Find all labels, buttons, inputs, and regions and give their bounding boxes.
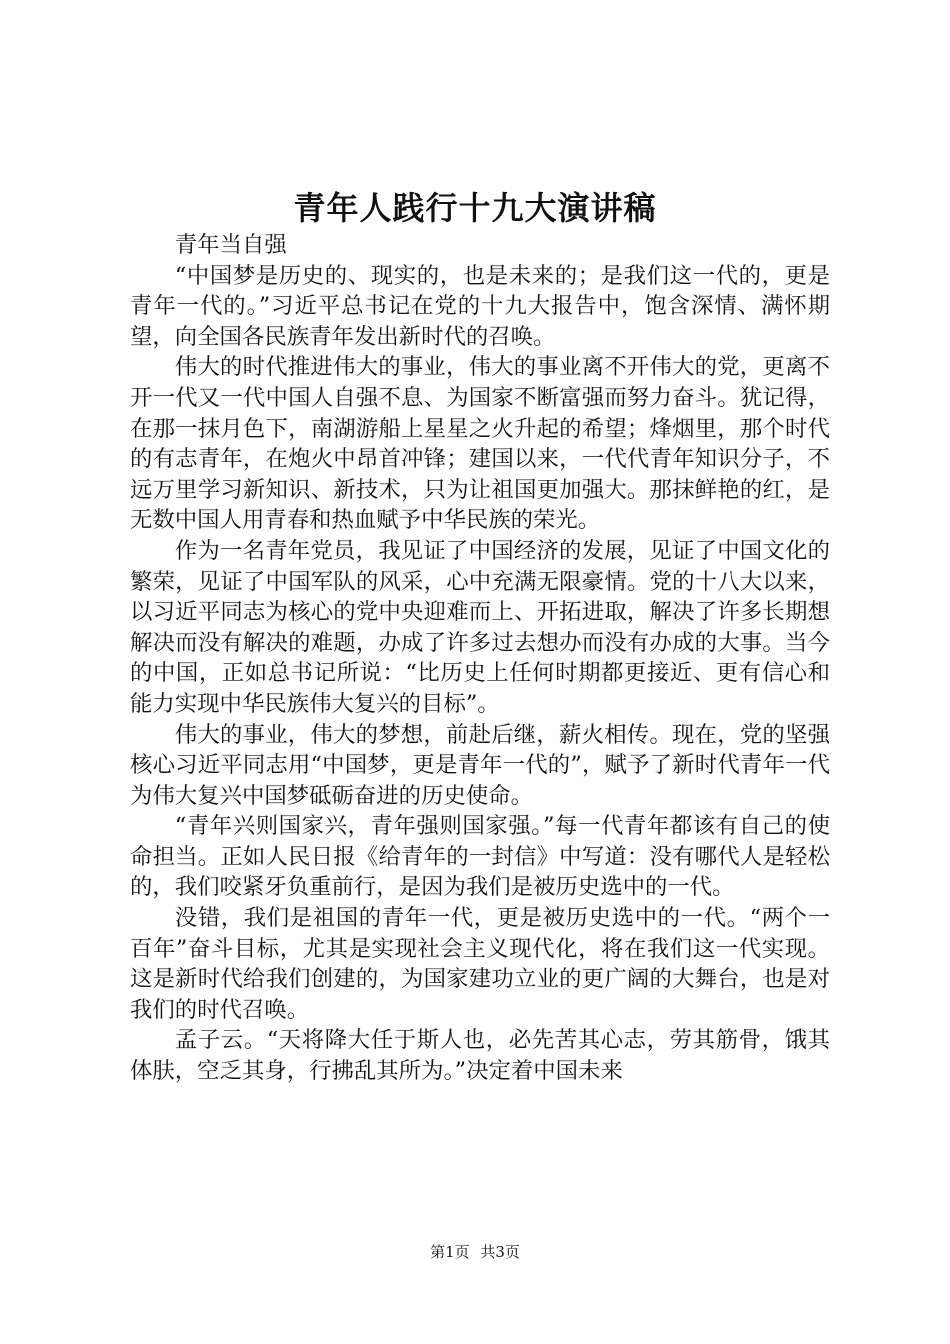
page-number: 第1页 bbox=[430, 1243, 470, 1261]
paragraph-subtitle: 青年当自强 bbox=[174, 232, 287, 258]
paragraph: 孟子云。“天将降大任于斯人也，必先苦其心志，劳其筋骨，饿其体肤，空乏其身，行拂乱其所为。”决定着中国未来 bbox=[130, 1027, 830, 1085]
paragraph: “青年兴则国家兴，青年强则国家强。”每一代青年都该有自己的使命担当。正如人民日报《给青年的一封信》中写道：没有哪代人是轻松的，我们咬紧牙负重前行，是因为我们是被历史选中的一代。 bbox=[130, 813, 830, 901]
paragraph: 作为一名青年党员，我见证了中国经济的发展，见证了中国文化的繁荣，见证了中国军队的风采，心中充满无限豪情。党的十八大以来，以习近平同志为核心的党中央迎难而上、开拓进取，解决了许多长期想解决而没有解决的难题，办成了许多过去想办而没有办成的大事。当今的中国，正如总书记所说：“比历史上任何时期都更接近、更有信心和能力实现中华民族伟大复兴的目标”。 bbox=[130, 537, 830, 717]
paragraph: 伟大的时代推进伟大的事业，伟大的事业离不开伟大的党，更离不开一代又一代中国人自强不息、为国家不断富强而努力奋斗。犹记得，在那一抹月色下，南湖游船上星星之火升起的希望；烽烟里，那个时代的有志青年，在炮火中昂首冲锋；建国以来，一代代青年知识分子，不远万里学习新知识、新技术，只为让祖国更加强大。那抹鲜艳的红，是无数中国人用青春和热血赋予中华民族的荣光。 bbox=[130, 354, 830, 534]
paragraph: 伟大的事业，伟大的梦想，前赴后继，薪火相传。现在，党的坚强核心习近平同志用“中国梦，更是青年一代的”，赋予了新时代青年一代为伟大复兴中国梦砥砺奋进的历史使命。 bbox=[130, 721, 830, 809]
paragraph: “中国梦是历史的、现实的，也是未来的；是我们这一代的，更是青年一代的。”习近平总书记在党的十九大报告中，饱含深情、满怀期望，向全国各民族青年发出新时代的召唤。 bbox=[130, 262, 830, 350]
document-body bbox=[130, 230, 830, 1087]
page-footer bbox=[0, 1240, 950, 1264]
document-title: 青年人践行十九大演讲稿 bbox=[293, 189, 657, 227]
page-total: 共3页 bbox=[480, 1243, 520, 1261]
paragraph: 没错，我们是祖国的青年一代，更是被历史选中的一代。“两个一百年”奋斗目标，尤其是实现社会主义现代化，将在我们这一代实现。这是新时代给我们创建的，为国家建功立业的更广阔的大舞台，也是对我们的时代召唤。 bbox=[130, 905, 830, 1023]
